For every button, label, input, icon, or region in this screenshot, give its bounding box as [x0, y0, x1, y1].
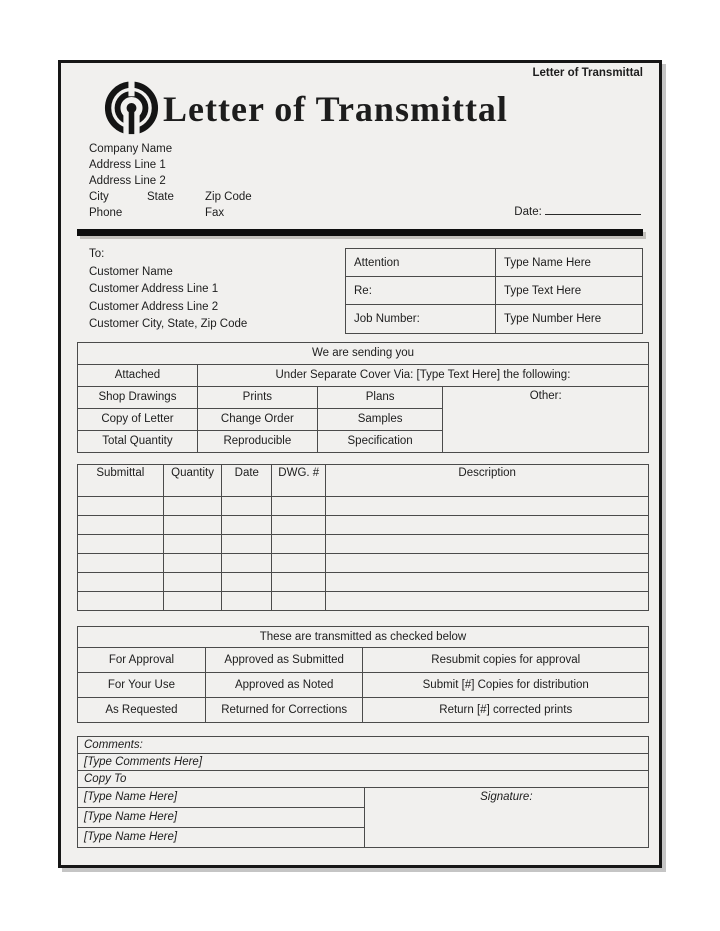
return-corrected-prints-option[interactable]: Return [#] corrected prints: [363, 697, 649, 722]
date-label: Date:: [514, 206, 542, 218]
company-block: [89, 141, 643, 221]
specification-option[interactable]: Specification: [317, 430, 443, 452]
copy-of-letter-option[interactable]: Copy of Letter: [78, 408, 198, 430]
submittal-empty-row: [78, 553, 649, 572]
attached-option[interactable]: Attached: [78, 364, 198, 386]
transmitted-header: These are transmitted as checked below: [78, 626, 649, 647]
submittal-empty-cell[interactable]: [222, 572, 272, 591]
attention-info-table: [345, 248, 643, 334]
submittal-empty-cell[interactable]: [326, 591, 649, 610]
change-order-option[interactable]: Change Order: [197, 408, 317, 430]
other-field[interactable]: Other:: [443, 386, 649, 452]
re-value-field[interactable]: Type Text Here: [496, 277, 643, 305]
table-row: [346, 277, 643, 305]
company-fax-label: Fax: [205, 207, 225, 219]
submittal-empty-cell[interactable]: [78, 496, 164, 515]
quantity-column-header: Quantity: [163, 464, 222, 496]
submittal-empty-row: [78, 572, 649, 591]
submittal-empty-row: [78, 515, 649, 534]
customer-address-line-2: Customer Address Line 2: [89, 300, 219, 313]
company-name: Company Name: [89, 143, 173, 155]
company-address-line-1: Address Line 1: [89, 159, 166, 171]
company-phone-label: Phone: [89, 207, 123, 219]
submittal-empty-cell[interactable]: [272, 534, 326, 553]
prints-option[interactable]: Prints: [197, 386, 317, 408]
submittal-empty-cell[interactable]: [326, 515, 649, 534]
submittal-empty-cell[interactable]: [163, 534, 222, 553]
submittal-empty-row: [78, 496, 649, 515]
separate-cover-field[interactable]: Under Separate Cover Via: [Type Text Here] the following:: [197, 364, 648, 386]
submittal-header-row: [78, 464, 649, 496]
submittal-empty-cell[interactable]: [326, 496, 649, 515]
comments-label: Comments:: [78, 736, 649, 753]
submittal-empty-cell[interactable]: [272, 572, 326, 591]
submittal-empty-cell[interactable]: [326, 534, 649, 553]
header-divider-bar: [77, 229, 643, 236]
job-number-label: Job Number:: [346, 305, 496, 333]
sending-header: We are sending you: [78, 342, 649, 364]
recipient-section: [77, 246, 643, 334]
customer-name: Customer Name: [89, 265, 173, 278]
table-row: [78, 647, 649, 672]
submittal-table: [77, 464, 649, 611]
returned-for-corrections-option[interactable]: Returned for Corrections: [205, 697, 363, 722]
table-row: [78, 697, 649, 722]
approved-as-noted-option[interactable]: Approved as Noted: [205, 672, 363, 697]
table-row: [78, 342, 649, 364]
description-column-header: Description: [326, 464, 649, 496]
table-row: [78, 770, 649, 787]
submittal-empty-cell[interactable]: [163, 496, 222, 515]
table-row: [78, 753, 649, 770]
table-row: [78, 787, 649, 807]
re-label: Re:: [346, 277, 496, 305]
dwg-number-column-header: DWG. #: [272, 464, 326, 496]
submittal-empty-cell[interactable]: [78, 553, 164, 572]
submittal-empty-cell[interactable]: [272, 515, 326, 534]
submittal-empty-cell[interactable]: [163, 515, 222, 534]
submittal-empty-row: [78, 591, 649, 610]
transmitted-options-table: [77, 626, 649, 723]
table-row: [78, 364, 649, 386]
page-title: Letter of Transmittal: [163, 89, 508, 129]
submittal-empty-cell[interactable]: [222, 515, 272, 534]
table-row: [346, 249, 643, 277]
title-row: [103, 81, 643, 137]
table-row: [78, 736, 649, 753]
submittal-empty-cell[interactable]: [163, 553, 222, 572]
customer-city-state-zip: Customer City, State, Zip Code: [89, 318, 248, 330]
submittal-empty-cell[interactable]: [222, 534, 272, 553]
table-row: [78, 386, 649, 408]
corner-label: Letter of Transmittal: [532, 67, 643, 79]
submit-copies-option[interactable]: Submit [#] Copies for distribution: [363, 672, 649, 697]
table-row: [78, 672, 649, 697]
submittal-empty-cell[interactable]: [78, 572, 164, 591]
copy-to-label: Copy To: [78, 770, 649, 787]
job-number-value-field[interactable]: Type Number Here: [496, 305, 643, 333]
resubmit-copies-option[interactable]: Resubmit copies for approval: [363, 647, 649, 672]
submittal-empty-cell[interactable]: [78, 534, 164, 553]
comments-input-field[interactable]: [Type Comments Here]: [78, 753, 649, 770]
comments-table: [77, 736, 649, 848]
company-state-label: State: [147, 191, 174, 203]
table-row: [78, 626, 649, 647]
submittal-column-header: Submittal: [78, 464, 164, 496]
submittal-empty-cell[interactable]: [326, 572, 649, 591]
submittal-empty-row: [78, 534, 649, 553]
submittal-empty-cell[interactable]: [163, 591, 222, 610]
submittal-empty-cell[interactable]: [163, 572, 222, 591]
submittal-empty-cell[interactable]: [272, 496, 326, 515]
date-column-header: Date: [222, 464, 272, 496]
reproducible-option[interactable]: Reproducible: [197, 430, 317, 452]
approved-as-submitted-option[interactable]: Approved as Submitted: [205, 647, 363, 672]
company-city-state-zip: [89, 189, 643, 205]
company-zip-label: Zip Code: [205, 191, 252, 203]
submittal-empty-cell[interactable]: [326, 553, 649, 572]
copy-to-name-field[interactable]: [Type Name Here]: [78, 787, 365, 807]
transmittal-logo-icon: [103, 81, 160, 140]
customer-address-line-1: Customer Address Line 1: [89, 283, 219, 295]
submittal-empty-cell[interactable]: [272, 553, 326, 572]
total-quantity-option[interactable]: Total Quantity: [78, 430, 198, 452]
submittal-empty-cell[interactable]: [222, 591, 272, 610]
transmittal-document: [58, 60, 662, 868]
date-fill-in-line[interactable]: [545, 204, 641, 215]
plans-option[interactable]: Plans: [317, 386, 443, 408]
sending-options-table: [77, 342, 649, 453]
date-row: [514, 204, 641, 220]
copy-to-name-field[interactable]: [Type Name Here]: [78, 827, 365, 847]
recipient-address-block: [89, 246, 247, 334]
company-city-label: City: [89, 191, 109, 203]
company-address-line-2: Address Line 2: [89, 175, 166, 187]
submittal-empty-cell[interactable]: [78, 515, 164, 534]
signature-field[interactable]: Signature:: [364, 787, 648, 847]
submittal-empty-cell[interactable]: [222, 553, 272, 572]
copy-to-name-field[interactable]: [Type Name Here]: [78, 807, 365, 827]
as-requested-option[interactable]: As Requested: [78, 697, 206, 722]
to-label: To:: [89, 248, 105, 260]
attention-label: Attention: [346, 249, 496, 277]
for-your-use-option[interactable]: For Your Use: [78, 672, 206, 697]
submittal-empty-cell[interactable]: [78, 591, 164, 610]
samples-option[interactable]: Samples: [317, 408, 443, 430]
shop-drawings-option[interactable]: Shop Drawings: [78, 386, 198, 408]
attention-value-field[interactable]: Type Name Here: [496, 249, 643, 277]
table-row: [346, 305, 643, 333]
submittal-empty-cell[interactable]: [272, 591, 326, 610]
submittal-empty-cell[interactable]: [222, 496, 272, 515]
for-approval-option[interactable]: For Approval: [78, 647, 206, 672]
